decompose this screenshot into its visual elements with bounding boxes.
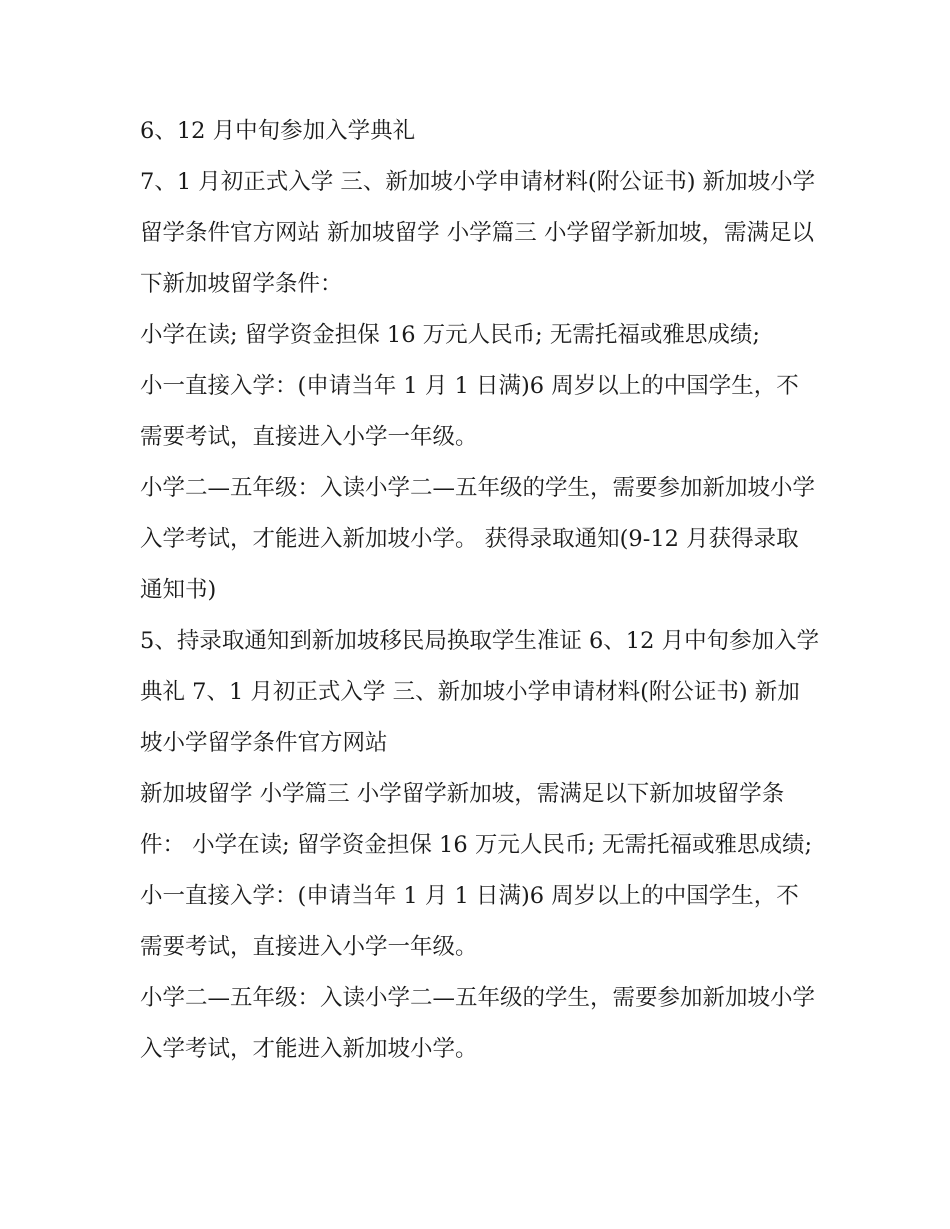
paragraph-1: 6、12 月中旬参加入学典礼 xyxy=(140,118,416,144)
paragraph-4: 小一直接入学：(申请当年 1 月 1 日满)6 周岁以上的中国学生，不需要考试，直接进入小学一年级。 xyxy=(140,373,799,450)
paragraph-3: 小学在读; 留学资金担保 16 万元人民币; 无需托福或雅思成绩; xyxy=(140,322,760,348)
paragraph-6: 5、持录取通知到新加坡移民局换取学生准证 6、12 月中旬参加入学典礼 7、1 月初正式入学 三、新加坡小学申请材料(附公证书) 新加坡小学留学条件官方网站 xyxy=(140,628,820,756)
paragraph-9: 小学二—五年级：入读小学二—五年级的学生，需要参加新加坡小学入学考试，才能进入新加坡小学。 xyxy=(140,985,816,1062)
paragraph-5: 小学二—五年级：入读小学二—五年级的学生，需要参加新加坡小学入学考试，才能进入新加坡小学。 获得录取通知(9-12 月获得录取通知书) xyxy=(140,475,816,603)
paragraph-2: 7、1 月初正式入学 三、新加坡小学申请材料(附公证书) 新加坡小学留学条件官方网站 新加坡留学 小学篇三 小学留学新加坡，需满足以下新加坡留学条件： xyxy=(140,169,816,297)
paragraph-7: 新加坡留学 小学篇三 小学留学新加坡，需满足以下新加坡留学条件： 小学在读; 留学资金担保 16 万元人民币; 无需托福或雅思成绩; xyxy=(140,781,813,858)
paragraph-8: 小一直接入学：(申请当年 1 月 1 日满)6 周岁以上的中国学生，不需要考试，直接进入小学一年级。 xyxy=(140,883,799,960)
document-body xyxy=(140,106,820,1075)
